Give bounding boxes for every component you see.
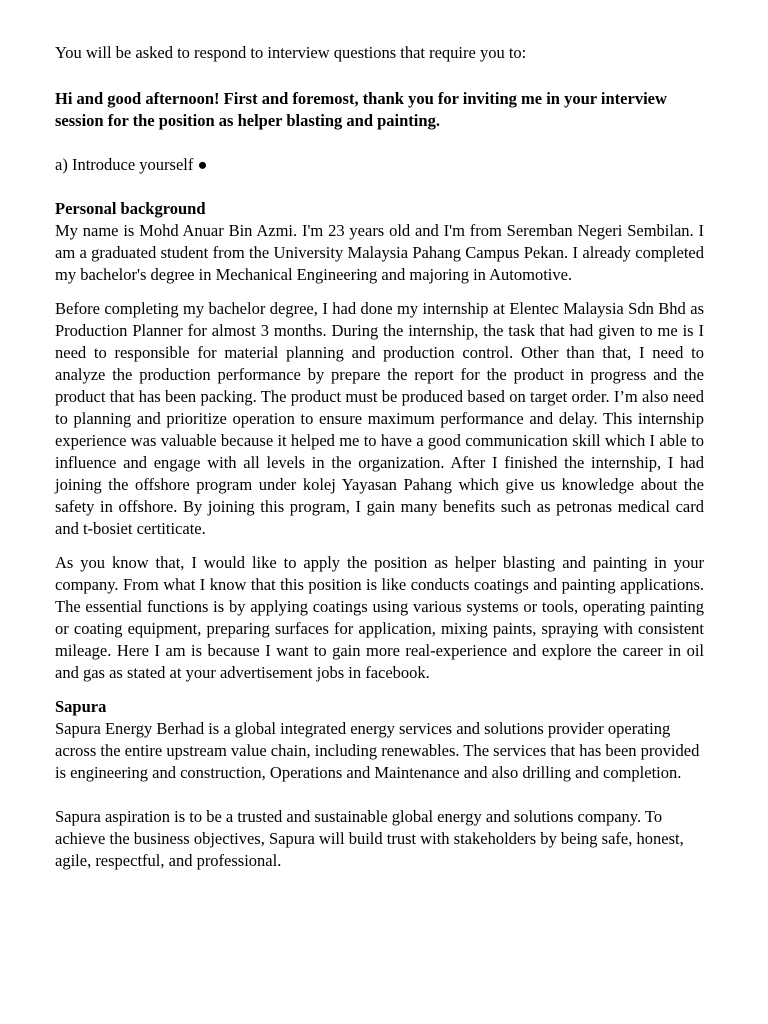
sapura-paragraph-1: Sapura Energy Berhad is a global integrated energy services and solutions provider operating across the entire upstream value chain, including renewables. The services that has been provided is engineering and construction, Operations and Maintenance and also drilling and completion. — [55, 719, 700, 782]
greeting-paragraph: Hi and good afternoon! First and foremost, thank you for inviting me in your interview session for the position as helper blasting and painting. — [55, 89, 667, 130]
personal-background-heading: Personal background — [55, 199, 206, 218]
personal-paragraph-2: Before completing my bachelor degree, I had done my internship at Elentec Malaysia Sdn Bhd as Production Planner for almost 3 months. During the internship, the task that had given to me is I need to responsible for material planning and production control. Other than that, I need to analyze the production performance by prepare the report for the product in progress and the product that has been packing. The product must be produced based on target order. I’m also need to planning and prioritize operation to ensure maximum performance and delay. This internship experience was valuable because it helped me to have a good communication skill which I able to influence and engage with all levels in the organization. After I finished the internship, I had joining the offshore program under kolej Yayasan Pahang which give us knowledge about the safety in offshore. By joining this program, I gain many benefits such as petronas medical card and t-bosiet certiticate. — [55, 299, 704, 538]
intro-line: You will be asked to respond to interview questions that require you to: — [55, 43, 527, 62]
sapura-paragraph-2: Sapura aspiration is to be a trusted and sustainable global energy and solutions company. To achieve the business objectives, Sapura will build trust with stakeholders by being safe, honest, agile, respectful, and professional. — [55, 807, 684, 870]
sapura-heading: Sapura — [55, 697, 107, 716]
question-item-a: a) Introduce yourself ● — [55, 155, 208, 174]
personal-paragraph-3: As you know that, I would like to apply the position as helper blasting and painting in your company. From what I know that this position is like conducts coatings and painting applications. The essential functions is by applying coatings using various systems or tools, operating painting or coating equipment, preparing surfaces for application, mixing paints, spraying with consistent mileage. Here I am is because I want to gain more real-experience and explore the career in oil and gas as stated at your advertisement jobs in facebook. — [55, 553, 704, 682]
personal-paragraph-1: My name is Mohd Anuar Bin Azmi. I'm 23 years old and I'm from Seremban Negeri Sembilan. I am a graduated student from the University Malaysia Pahang Campus Pekan. I already completed my bachelor's degree in Mechanical Engineering and majoring in Automotive. — [55, 221, 704, 284]
